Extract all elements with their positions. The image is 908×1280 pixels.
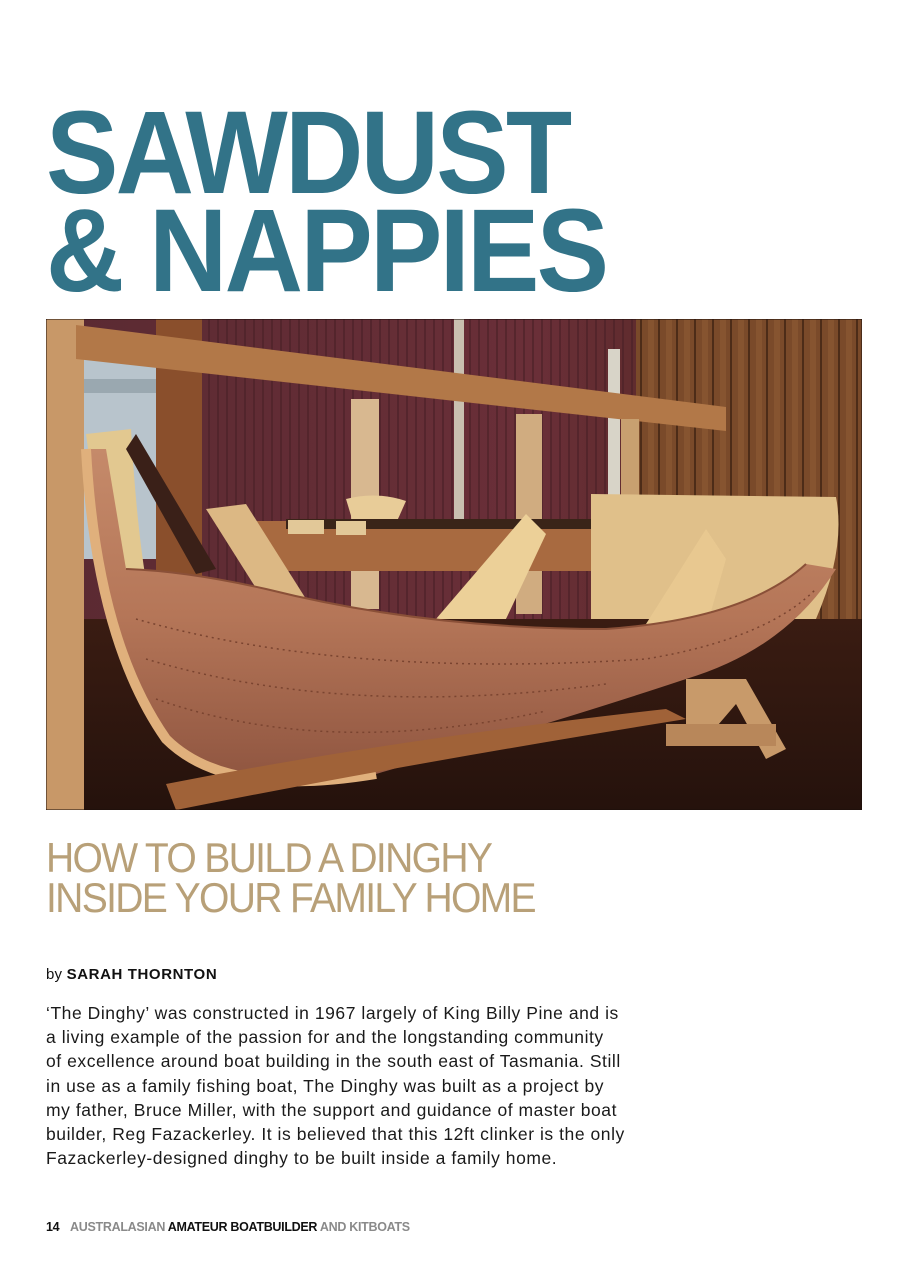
page-number: 14 [46, 1220, 60, 1234]
article-subtitle [46, 834, 535, 921]
article-body [46, 1001, 726, 1170]
title-line-2: & NAPPIES [46, 185, 607, 317]
body-line: ‘The Dinghy’ was constructed in 1967 largely of King Billy Pine and is [46, 1003, 619, 1023]
publication-name-part-2: AMATEUR BOATBUILDER [167, 1220, 318, 1234]
body-line: of excellence around boat building in the south east of Tasmania. Still [46, 1051, 621, 1072]
article-title [46, 87, 607, 317]
body-line: in use as a family fishing boat, The Dinghy was built as a project by [46, 1075, 605, 1096]
body-line: Fazackerley-designed dinghy to be built inside a family home. [46, 1148, 558, 1169]
publication-name-part-3: AND KITBOATS [319, 1220, 410, 1234]
body-line: a living example of the passion for and the longstanding community [46, 1027, 604, 1048]
body-line: my father, Bruce Miller, with the support and guidance of master boat [46, 1099, 618, 1120]
page-footer [46, 1220, 410, 1234]
byline-prefix: by [46, 966, 63, 983]
subtitle-line-1: HOW TO BUILD A DINGHY [46, 834, 492, 881]
byline [46, 966, 217, 983]
body-line: builder, Reg Fazackerley. It is believed that this 12ft clinker is the only [46, 1124, 625, 1145]
title-line-1: SAWDUST [46, 87, 570, 219]
subtitle-line-2: INSIDE YOUR FAMILY HOME [46, 874, 535, 921]
publication-name-part-1: AUSTRALASIAN [70, 1220, 166, 1234]
boat-photo-illustration [46, 319, 862, 810]
byline-author: SARAH THORNTON [66, 966, 218, 983]
hero-photo [46, 319, 862, 810]
